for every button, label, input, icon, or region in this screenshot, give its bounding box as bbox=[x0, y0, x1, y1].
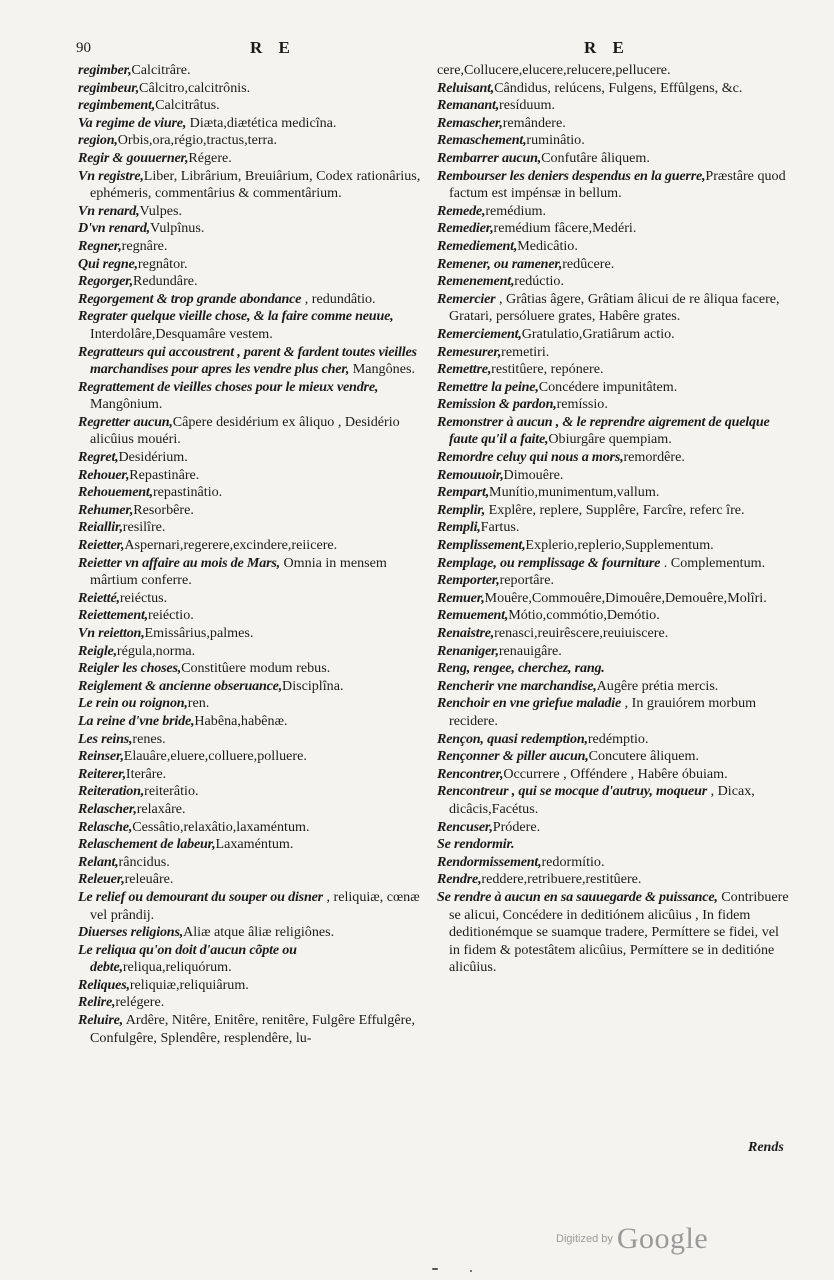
entry-definition: remetiri. bbox=[501, 343, 550, 360]
dictionary-entry bbox=[78, 836, 426, 854]
entry-headword: Rencuser, bbox=[437, 818, 493, 835]
dictionary-entry bbox=[78, 150, 426, 168]
dictionary-entry bbox=[437, 379, 789, 397]
dictionary-entry bbox=[78, 555, 426, 590]
dictionary-entry bbox=[437, 396, 789, 414]
entry-definition: Augêre prétia mercis. bbox=[596, 677, 719, 694]
entry-definition: relégere. bbox=[115, 994, 165, 1011]
entry-headword: Remettre la peine, bbox=[437, 378, 539, 395]
entry-headword: Relaschement de labeur, bbox=[78, 836, 216, 853]
entry-definition: Repastinâre. bbox=[129, 466, 200, 483]
dictionary-entry bbox=[78, 854, 426, 872]
entry-headword: Reiglement & ancienne obseruance, bbox=[78, 677, 283, 694]
entry-headword: Relascher, bbox=[78, 800, 137, 817]
entry-definition: Mouêre,Commouêre,Dimouêre,Demouêre,Molîri. bbox=[484, 589, 767, 606]
entry-definition: Occurrere , Offéndere , Habêre óbuiam. bbox=[503, 765, 728, 782]
dictionary-entry bbox=[437, 467, 789, 485]
dictionary-entry bbox=[78, 168, 426, 203]
entry-headword: Remener, ou ramener, bbox=[437, 255, 563, 272]
entry-definition: remédium. bbox=[485, 202, 546, 219]
entry-headword: Relire, bbox=[78, 994, 116, 1011]
dictionary-entry bbox=[437, 326, 789, 344]
entry-definition: Fartus. bbox=[480, 519, 520, 536]
dictionary-entry bbox=[437, 660, 789, 678]
entry-headword: Regrattement de vieilles choses pour le mieux vendre, bbox=[78, 378, 379, 395]
dictionary-entry bbox=[437, 168, 789, 203]
entry-definition: Aspernari,regerere,excindere,reiicere. bbox=[124, 537, 338, 554]
dictionary-entry bbox=[78, 467, 426, 485]
entry-headword: Regrater quelque vieille chose, & la faire comme neuue, bbox=[78, 308, 394, 325]
right-column bbox=[437, 62, 789, 977]
dictionary-entry bbox=[78, 801, 426, 819]
entry-headword: Regorgement & trop grande abondance bbox=[78, 290, 302, 307]
entry-definition: Concédere impunitâtem. bbox=[538, 378, 678, 395]
dictionary-entry bbox=[78, 132, 426, 150]
entry-definition: remíssio. bbox=[556, 396, 608, 413]
entry-definition: resíduum. bbox=[499, 97, 556, 114]
dictionary-entry bbox=[437, 344, 789, 362]
entry-definition: Explêre, replere, Supplêre, Farcîre, referc îre. bbox=[485, 501, 745, 518]
dictionary-entry bbox=[437, 590, 789, 608]
entry-headword: Remede, bbox=[437, 202, 486, 219]
entry-definition: releuâre. bbox=[124, 871, 174, 888]
dictionary-entry bbox=[78, 942, 426, 977]
dictionary-entry bbox=[78, 871, 426, 889]
entry-headword: Remaschement, bbox=[437, 132, 527, 149]
dictionary-entry bbox=[437, 731, 789, 749]
dictionary-entry bbox=[78, 80, 426, 98]
dictionary-entry bbox=[78, 519, 426, 537]
dictionary-entry bbox=[78, 678, 426, 696]
entry-headword: Remission & pardon, bbox=[437, 396, 557, 413]
entry-definition: Resorbêre. bbox=[133, 501, 194, 518]
entry-definition: Munítio,munimentum,vallum. bbox=[489, 484, 660, 501]
entry-headword: Reng, rengee, cherchez, rang. bbox=[437, 660, 605, 677]
dictionary-entry bbox=[437, 291, 789, 326]
dictionary-entry bbox=[78, 537, 426, 555]
entry-headword: regimbement, bbox=[78, 97, 156, 114]
entry-definition: regnâtor. bbox=[137, 255, 188, 272]
dictionary-entry bbox=[437, 484, 789, 502]
entry-definition: reiéctio. bbox=[148, 607, 194, 624]
dictionary-entry bbox=[437, 607, 789, 625]
entry-headword: Remuer, bbox=[437, 589, 485, 606]
print-speck bbox=[432, 1268, 438, 1270]
dictionary-entry bbox=[437, 115, 789, 133]
entry-headword: Vn reietton, bbox=[78, 625, 145, 641]
entry-definition: reiterâtio. bbox=[144, 783, 199, 800]
dictionary-entry bbox=[78, 607, 426, 625]
dictionary-entry bbox=[78, 502, 426, 520]
entry-headword: Les reins, bbox=[78, 730, 133, 747]
entry-headword: regimbeur, bbox=[78, 79, 140, 96]
entry-definition: remordêre. bbox=[623, 449, 685, 466]
catchword: Rends bbox=[748, 1140, 784, 1155]
entry-headword: Reietté, bbox=[78, 589, 120, 606]
entry-headword: Se rendre à aucun en sa sauuegarde & puissance, bbox=[437, 888, 718, 905]
print-speck bbox=[470, 1270, 472, 1272]
entry-headword: Regratteurs qui accoustrent , parent & fardent toutes vieilles marchandises pour apres les vendre plus cher, bbox=[78, 343, 417, 378]
entry-headword: Remuement, bbox=[437, 607, 509, 624]
entry-headword: Relasche, bbox=[78, 818, 133, 835]
entry-definition: renasci,reuirêscere,reuiuiscere. bbox=[494, 625, 669, 641]
entry-definition: Dimouêre. bbox=[503, 466, 564, 483]
entry-definition: Mangônes. bbox=[349, 361, 415, 378]
dictionary-entry bbox=[437, 519, 789, 537]
entry-definition: ren. bbox=[187, 695, 210, 712]
entry-headword: Remettre, bbox=[437, 361, 492, 378]
dictionary-entry bbox=[437, 678, 789, 696]
entry-headword: Reietter vn affaire au mois de Mars, bbox=[78, 554, 280, 571]
entry-definition: régula,norma. bbox=[116, 642, 196, 659]
dictionary-entry bbox=[437, 748, 789, 766]
entry-headword: Le relief ou demourant du souper ou disner bbox=[78, 888, 323, 905]
entry-definition: restitûere, repónere. bbox=[491, 361, 604, 378]
entry-headword: region, bbox=[78, 132, 118, 149]
entry-definition: Cândidus, relúcens, Fulgens, Effûlgens, &c. bbox=[494, 79, 743, 96]
entry-definition: relaxâre. bbox=[136, 800, 186, 817]
entry-headword: Remerciement, bbox=[437, 325, 522, 342]
google-logo: Google bbox=[616, 1222, 709, 1255]
entry-definition: Medicâtio. bbox=[517, 237, 578, 254]
entry-headword: Releuer, bbox=[78, 871, 125, 888]
entry-headword: Renaniger, bbox=[437, 642, 499, 659]
entry-headword: Remporter, bbox=[437, 572, 500, 589]
dictionary-entry bbox=[437, 854, 789, 872]
entry-definition: Præstâre quod factum est impénsæ in bellum. bbox=[449, 167, 786, 202]
entry-definition: Laxaméntum. bbox=[215, 836, 294, 853]
entry-headword: Rencontreur , qui se mocque d'autruy, moqueur bbox=[437, 783, 708, 800]
dictionary-entry bbox=[78, 695, 426, 713]
entry-headword: Remonstrer à aucun , & le reprendre aigrement de quelque faute qu'il a faite, bbox=[437, 413, 770, 448]
dictionary-entry bbox=[437, 220, 789, 238]
entry-headword: Rembarrer aucun, bbox=[437, 149, 542, 166]
entry-headword: Reiettement, bbox=[78, 607, 149, 624]
left-column bbox=[78, 62, 426, 1047]
dictionary-entry bbox=[78, 590, 426, 608]
dictionary-entry bbox=[437, 150, 789, 168]
dictionary-entry bbox=[437, 449, 789, 467]
entry-headword: Remercier bbox=[437, 290, 496, 307]
dictionary-entry bbox=[78, 783, 426, 801]
entry-definition: redúctio. bbox=[514, 273, 564, 290]
entry-headword: Vn renard, bbox=[78, 202, 140, 219]
dictionary-entry bbox=[78, 97, 426, 115]
entry-headword: Se rendormir. bbox=[437, 836, 515, 853]
dictionary-entry bbox=[437, 871, 789, 889]
entry-headword: Remedier, bbox=[437, 220, 494, 237]
entry-definition: Emissârius,palmes. bbox=[144, 625, 254, 641]
entry-definition: redémptio. bbox=[587, 730, 649, 747]
entry-headword: Regir & gouuerner, bbox=[78, 149, 189, 166]
entry-headword: Remordre celuy qui nous a mors, bbox=[437, 449, 624, 466]
entry-definition: renes. bbox=[132, 730, 166, 747]
entry-headword: Le reliqua qu'on doit d'aucun cõpte ou debte, bbox=[78, 941, 297, 976]
entry-definition: , reliquiæ, cœnæ vel prândij. bbox=[90, 888, 420, 923]
entry-headword: Rempart, bbox=[437, 484, 490, 501]
entry-definition: râncidus. bbox=[118, 853, 170, 870]
dictionary-entry bbox=[78, 766, 426, 784]
entry-definition: Elauâre,eluere,colluere,polluere. bbox=[123, 748, 307, 765]
entry-definition: Desidérium. bbox=[118, 449, 188, 466]
dictionary-entry bbox=[437, 625, 789, 643]
entry-headword: Rencherir vne marchandise, bbox=[437, 677, 597, 694]
entry-definition: resilîre. bbox=[122, 519, 166, 536]
entry-definition: , redundâtio. bbox=[301, 290, 376, 307]
entry-headword: Remediement, bbox=[437, 237, 518, 254]
entry-definition: Vulpînus. bbox=[150, 220, 205, 237]
entry-headword: Remenement, bbox=[437, 273, 515, 290]
dictionary-entry bbox=[78, 889, 426, 924]
entry-definition: reiéctus. bbox=[119, 589, 168, 606]
dictionary-entry bbox=[437, 783, 789, 818]
entry-definition: Calcitrâtus. bbox=[155, 97, 220, 114]
dictionary-entry bbox=[78, 643, 426, 661]
dictionary-entry bbox=[78, 660, 426, 678]
entry-headword: Regret, bbox=[78, 449, 119, 466]
entry-headword: Remouuoir, bbox=[437, 466, 504, 483]
dictionary-entry bbox=[78, 62, 426, 80]
watermark-prefix: Digitized by bbox=[556, 1233, 613, 1245]
entry-headword: Reluisant, bbox=[437, 79, 495, 96]
dictionary-entry bbox=[78, 1012, 426, 1047]
dictionary-entry bbox=[78, 203, 426, 221]
entry-headword: Qui regne, bbox=[78, 255, 138, 272]
dictionary-entry bbox=[437, 555, 789, 573]
entry-definition: Câpere desidérium ex âliquo , Desidério alicûius mouéri. bbox=[90, 413, 400, 448]
entry-headword: D'vn renard, bbox=[78, 220, 150, 237]
entry-headword: Regretter aucun, bbox=[78, 413, 173, 430]
entry-definition: Omnia in mensem mârtium conferre. bbox=[90, 554, 387, 589]
entry-headword: Rendre, bbox=[437, 871, 482, 888]
entry-headword: Remesurer, bbox=[437, 343, 502, 360]
entry-definition: reliquiæ,reliquiârum. bbox=[129, 976, 249, 993]
dictionary-entry bbox=[78, 308, 426, 343]
entry-definition: Pródere. bbox=[492, 818, 541, 835]
entry-headword: Diuerses religions, bbox=[78, 924, 184, 941]
dictionary-entry bbox=[78, 713, 426, 731]
entry-definition: Iterâre. bbox=[125, 765, 167, 782]
dictionary-entry bbox=[78, 484, 426, 502]
dictionary-entry bbox=[437, 643, 789, 661]
entry-definition: Liber, Librârium, Breuiârium, Codex rationârius, ephémeris, commentârius & commentârium. bbox=[90, 167, 421, 202]
dictionary-entry bbox=[78, 731, 426, 749]
entry-headword: Renchoir en vne griefue maladie bbox=[437, 695, 622, 712]
entry-definition: Vulpes. bbox=[139, 202, 183, 219]
dictionary-entry bbox=[437, 238, 789, 256]
dictionary-entry bbox=[78, 924, 426, 942]
entry-definition: repastinâtio. bbox=[152, 484, 223, 501]
entry-headword: Le rein ou roignon, bbox=[78, 695, 188, 712]
entry-definition: Concutere âliquem. bbox=[588, 748, 699, 765]
entry-definition: Obiurgâre quempiam. bbox=[548, 431, 672, 448]
entry-headword: Remplage, ou remplissage & fourniture bbox=[437, 554, 661, 571]
entry-definition: remândere. bbox=[502, 114, 566, 131]
entry-definition: Mótio,commótio,Demótio. bbox=[508, 607, 660, 624]
dictionary-entry bbox=[437, 414, 789, 449]
running-head-right: R E bbox=[584, 38, 630, 57]
entry-definition: Disciplîna. bbox=[282, 677, 344, 694]
dictionary-entry bbox=[78, 994, 426, 1012]
entry-definition: Orbis,ora,régio,tractus,terra. bbox=[117, 132, 277, 149]
entry-definition: Interdolâre,Desquamâre vestem. bbox=[90, 325, 273, 342]
entry-definition: Diæta,diætética medicîna. bbox=[186, 114, 337, 131]
dictionary-entry bbox=[78, 238, 426, 256]
entry-headword: Rehouer, bbox=[78, 466, 130, 483]
dictionary-entry bbox=[437, 836, 789, 854]
entry-headword: Rehumer, bbox=[78, 501, 134, 518]
entry-definition: Habêna,habênæ. bbox=[194, 712, 288, 729]
dictionary-entry bbox=[437, 97, 789, 115]
entry-definition: ruminâtio. bbox=[526, 132, 585, 149]
entry-headword: Rençonner & piller aucun, bbox=[437, 748, 589, 765]
entry-headword: Reinser, bbox=[78, 748, 124, 765]
entry-definition: Aliæ atque âliæ religiônes. bbox=[183, 924, 335, 941]
running-head-left: R E bbox=[250, 38, 296, 57]
dictionary-entry bbox=[437, 132, 789, 150]
entry-headword: Reiteration, bbox=[78, 783, 145, 800]
entry-definition: , Dicax, dicâcis,Facétus. bbox=[449, 783, 755, 817]
dictionary-entry bbox=[78, 291, 426, 309]
entry-definition: Contribuere se alicui, Concédere in deditiónem alicûius , In fidem deditionémque se suamque tradere, Permíttere se fidei, vel in fidem & potestâtem alicûius, Permíttere se in deditióne alicûius. bbox=[449, 888, 789, 976]
entry-definition: cere,Collucere,elucere,relucere,pellucere. bbox=[437, 62, 671, 78]
entry-definition: Gratulatio,Gratiârum actio. bbox=[521, 325, 675, 342]
entry-definition: reddere,retribuere,restitûere. bbox=[481, 871, 642, 888]
dictionary-entry bbox=[437, 537, 789, 555]
dictionary-entry bbox=[78, 344, 426, 379]
entry-headword: Regorger, bbox=[78, 273, 133, 290]
entry-definition: reliqua,reliquórum. bbox=[122, 959, 232, 976]
entry-definition: , In grauiórem morbum recidere. bbox=[449, 695, 757, 729]
dictionary-entry bbox=[437, 361, 789, 379]
dictionary-entry bbox=[78, 625, 426, 643]
entry-definition: Ardêre, Nitêre, Enitêre, renitêre, Fulgêre Effulgêre, Confulgêre, Splendêre, resplendêre, lu- bbox=[90, 1012, 416, 1046]
entry-headword: Reietter, bbox=[78, 537, 125, 554]
entry-definition: regnâre. bbox=[121, 237, 168, 254]
entry-headword: Rencontrer, bbox=[437, 765, 504, 782]
entry-headword: Reiallir, bbox=[78, 519, 123, 536]
entry-definition: Confutâre âliquem. bbox=[541, 149, 650, 166]
entry-definition: Régere. bbox=[188, 149, 232, 166]
entry-headword: Renaistre, bbox=[437, 625, 495, 641]
entry-headword: Remascher, bbox=[437, 114, 503, 131]
dictionary-entry bbox=[437, 203, 789, 221]
dictionary-entry bbox=[437, 256, 789, 274]
entry-headword: Reliques, bbox=[78, 976, 130, 993]
entry-definition: renauigâre. bbox=[498, 642, 562, 659]
dictionary-entry bbox=[78, 273, 426, 291]
dictionary-entry bbox=[437, 572, 789, 590]
entry-definition: . Complementum. bbox=[660, 554, 766, 571]
entry-definition: Redundâre. bbox=[132, 273, 198, 290]
entry-definition: Calcitrâre. bbox=[131, 62, 191, 78]
entry-headword: Reiterer, bbox=[78, 765, 126, 782]
entry-definition: remédium fâcere,Medéri. bbox=[493, 220, 637, 237]
entry-headword: Rençon, quasi redemption, bbox=[437, 730, 588, 747]
entry-definition: Cessâtio,relaxâtio,laxaméntum. bbox=[132, 818, 310, 835]
dictionary-entry bbox=[437, 502, 789, 520]
entry-headword: Reigle, bbox=[78, 642, 117, 659]
entry-headword: Reigler les choses, bbox=[78, 660, 182, 677]
dictionary-entry bbox=[437, 273, 789, 291]
dictionary-entry bbox=[78, 819, 426, 837]
entry-definition: reportâre. bbox=[499, 572, 554, 589]
entry-definition: Explerio,replerio,Supplementum. bbox=[525, 537, 714, 554]
entry-definition: redormítio. bbox=[541, 853, 605, 870]
entry-headword: Rendormissement, bbox=[437, 853, 542, 870]
entry-headword: Reluire, bbox=[78, 1012, 123, 1029]
dictionary-entry bbox=[437, 889, 789, 977]
dictionary-entry bbox=[437, 62, 789, 80]
entry-headword: Va regime de viure, bbox=[78, 114, 187, 131]
dictionary-entry bbox=[78, 449, 426, 467]
dictionary-entry bbox=[437, 80, 789, 98]
dictionary-entry bbox=[78, 115, 426, 133]
entry-headword: Remplir, bbox=[437, 501, 486, 518]
entry-headword: regimber, bbox=[78, 62, 132, 78]
entry-definition: , Grâtias âgere, Grâtiam âlicui de re âliqua facere, Gratari, persóluere grates, Habêre grates. bbox=[449, 290, 780, 325]
dictionary-entry bbox=[78, 379, 426, 414]
entry-headword: Relant, bbox=[78, 853, 119, 870]
entry-headword: Vn registre, bbox=[78, 167, 144, 184]
dictionary-entry bbox=[437, 695, 789, 730]
entry-definition: Câlcitro,calcitrônis. bbox=[139, 79, 251, 96]
entry-headword: Regner, bbox=[78, 237, 122, 254]
dictionary-entry bbox=[78, 977, 426, 995]
dictionary-entry bbox=[78, 220, 426, 238]
entry-headword: Rembourser les deniers despendus en la guerre, bbox=[437, 167, 706, 184]
entry-headword: Rehouement, bbox=[78, 484, 153, 501]
dictionary-entry bbox=[437, 766, 789, 784]
dictionary-entry bbox=[78, 414, 426, 449]
dictionary-entry bbox=[78, 256, 426, 274]
entry-definition: redûcere. bbox=[562, 255, 615, 272]
page-number: 90 bbox=[76, 40, 91, 56]
dictionary-entry bbox=[78, 748, 426, 766]
entry-headword: Remanant, bbox=[437, 97, 500, 114]
digitized-by-google-watermark bbox=[556, 1222, 708, 1256]
entry-definition: Constitûere modum rebus. bbox=[181, 660, 331, 677]
entry-headword: Rempli, bbox=[437, 519, 481, 536]
entry-headword: La reine d'vne bride, bbox=[78, 712, 195, 729]
entry-definition: Mangônium. bbox=[90, 396, 163, 413]
entry-headword: Remplissement, bbox=[437, 537, 526, 554]
dictionary-entry bbox=[437, 819, 789, 837]
